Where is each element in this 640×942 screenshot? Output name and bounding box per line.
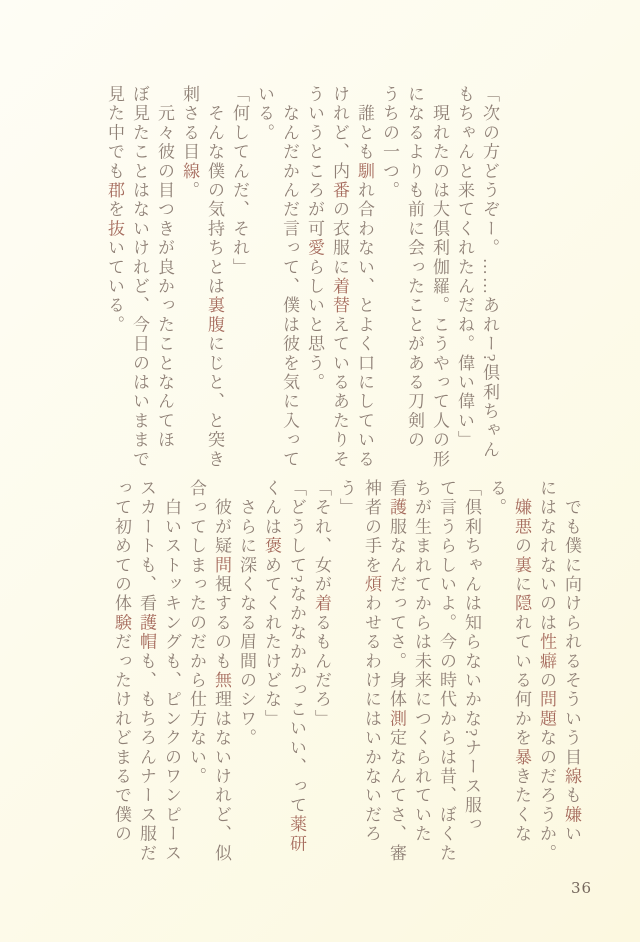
text-line: 刺さる目線。 [180, 85, 199, 201]
text-line: る。 [487, 479, 506, 518]
text-line: 現れたのは大倶利伽羅。こうやって人の形 [430, 104, 449, 470]
text-line: ういうところが可愛らしいと思う。 [305, 85, 324, 393]
text-line: けれど、内番の衣服に着替えているあたりそ [330, 85, 349, 470]
text-line: になるよりも前に会ったことがある刀剣の [405, 85, 424, 450]
text-line: 看護服なんだってさ。身体測定なんてさ、審 [387, 479, 406, 864]
text-line: さらに深くなる眉間のシワ。 [237, 498, 256, 748]
page-number: 36 [571, 879, 593, 897]
text-line: そんな僕の気持ちとは裏腹にじと、と突き [205, 104, 224, 470]
text-line: 合ってしまったのだから仕方ない。 [187, 479, 206, 787]
text-line: 彼が疑問視するのも無理はないけれど、似 [212, 498, 231, 864]
text-line: 誰とも馴れ合わない、とよく口にしている [355, 104, 374, 470]
text-line: 白いストッキングも、ピンクのワンピース [162, 498, 181, 864]
text-line: なんだかんだ言って、僕は彼を気に入って [280, 104, 299, 470]
text-line: 「どうして?なかなかかっこいい、って薬研 [287, 479, 306, 854]
text-line: う」 [337, 479, 356, 518]
text-line: ちが生まれてからは未来につくられていた [412, 479, 431, 844]
text-line: くんは褒めてくれたけどな」 [262, 479, 281, 729]
text-line: 「倶利ちゃんは知らないかな?ナース服っ [462, 479, 481, 835]
text-line: 神者の手を煩わせるわけにはいかないだろ [362, 479, 381, 844]
text-line: うちの一つ。 [380, 85, 399, 201]
text-line: て言うらしいよ。今の時代からは昔、ぼくた [437, 479, 456, 864]
text-line: 「何してんだ、それ」 [230, 85, 249, 278]
text-line: でも僕に向けられるそういう目線も嫌い [562, 498, 581, 844]
text-block-top [102, 85, 502, 483]
text-line: もちゃんと来てくれたんだね。偉い偉い」 [455, 85, 474, 450]
text-line: 「次の方どうぞー。……あれー?倶利ちゃん [480, 85, 499, 460]
text-line: スカートも、看護帽も、もちろんナース服だ [137, 479, 156, 864]
text-line: いる。 [255, 85, 274, 143]
text-line: にはなれないのは性癖の問題なのだろうか。 [537, 479, 556, 864]
text-line: 「それ、女が着るもんだろ」 [312, 479, 331, 729]
text-line: ぼ見たことはないけれど、今日のはいままで [130, 85, 149, 470]
text-block-bottom [109, 479, 584, 885]
text-line: 見た中でも郡を抜いている。 [105, 85, 124, 335]
text-line: 元々彼の目つきが良かったことなんてほ [155, 104, 174, 450]
text-line: 嫌悪の裏に隠れている何かを暴きたくな [512, 498, 531, 844]
text-line: って初めての体験だったけれどまるで僕の [112, 479, 131, 844]
